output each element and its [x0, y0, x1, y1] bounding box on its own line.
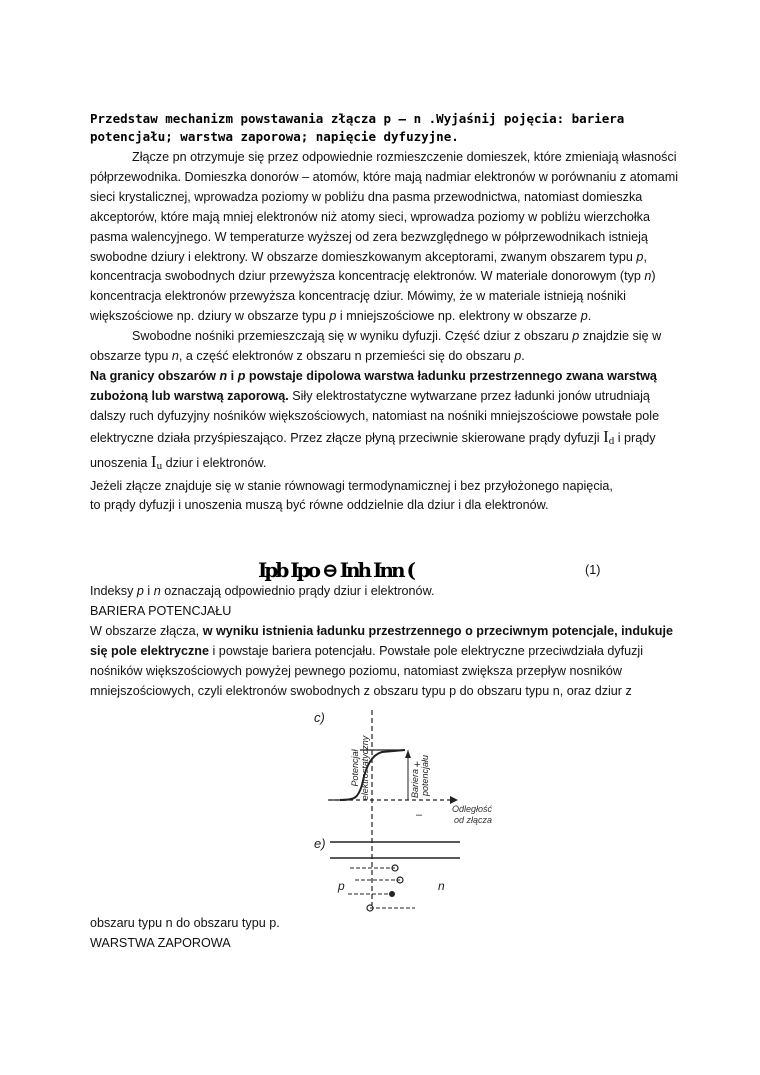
para6-text-c: oznaczają odpowiednio prądy dziur i elektronów. [160, 584, 435, 598]
paragraph-8: obszaru typu n do obszaru typu p. [90, 916, 280, 930]
italic-n: n [644, 269, 652, 284]
para3-bold-b: powstaje dipolowa warstwa ładunku przestrzennego zwana warstwą zubożoną lub warstwą zaporową. [90, 368, 657, 403]
para2-text: Swobodne nośniki przemieszczają się w wyniku dyfuzji. Część dziur z obszaru [132, 329, 573, 344]
region-n-label: n [438, 879, 445, 893]
italic-p: p [136, 584, 144, 598]
para1-end: . [587, 309, 592, 324]
para3-text: Siły elektrostatyczne wytwarzane przez ładunki jonów utrudniają dalszy ruch dyfuzyjny nośników większościowych, natomiast na nośniki mniejszościowe powstałe pole elektryczne działa przyśpieszająco. Przez złącze płyną przeciwnie skierowane prądy dyfuzji [90, 388, 660, 445]
paragraph-6 [90, 582, 680, 602]
italic-n: n [219, 368, 228, 383]
junction-figure [300, 700, 500, 920]
para1-text-b: , koncentracja swobodnych dziur przewyższa koncentrację elektronów. W materiale donorowym (typ [90, 249, 647, 284]
distance-arrow [450, 796, 458, 804]
plus-sign: + [414, 759, 421, 771]
para1-text: Złącze pn otrzymuje się przez odpowiednie rozmieszczenie domieszek, które zmieniają własności półprzewodnika. Domieszka donorów – atomów, które mają nadmiar elektronów w porównaniu z atomami sieci krystalicznej, wprowadza poziomy w pobliżu dna pasma przewodnictwa, natomiast domieszka akceptorów, które mają mniej elektronów niż atomy sieci, wprowadza poziomy w pobliżu wierzchołka pasma walencyjnego. W temperaturze wyższej od zera bezwzględnego w półprzewodnikach istnieją swobodne dziury i elektrony. W obszarze domieszkowanym akceptorami, zwanym obszarem typu [90, 150, 678, 264]
section-warstwa-zaporowa: WARSTWA ZAPOROWA [90, 935, 231, 950]
para7-text: W obszarze złącza, [90, 623, 203, 638]
para3-bold-a: Na granicy obszarów [90, 368, 220, 383]
symbol-iu-main: I [150, 451, 157, 471]
electrostatic-label: elektrostatyczny [360, 735, 370, 801]
symbol-id-main: I [603, 426, 609, 446]
barrier-label: Bariera [410, 768, 420, 798]
para3-text-c: dziur i elektronów. [162, 455, 267, 470]
paragraph-4: Jeżeli złącze znajduje się w stanie równowagi termodynamicznej i bez przyłożonego napięcia, [90, 478, 613, 493]
italic-p: p [329, 309, 337, 324]
para2-text-c: , a część elektronów z obszaru n przemieści się do obszaru [178, 349, 515, 364]
body-text-3 [90, 914, 390, 954]
para1-text-c: ) koncentracja elektronów przewyższa koncentrację dziur. Mówimy, że w materiale istnieją nośniki większościowe np. dziury w obszarze typu [90, 269, 656, 324]
paragraph-7 [90, 622, 680, 702]
equation-number: (1) [585, 563, 601, 577]
italic-p: p [636, 249, 644, 264]
para2-end: . [521, 349, 525, 364]
section-bariera-potencjalu: BARIERA POTENCJAŁU [90, 603, 232, 618]
para6-text: Indeksy [90, 584, 137, 598]
distance-label: Odległość [452, 804, 493, 814]
para2-text-b: znajdzie się w obszarze typu [90, 329, 662, 364]
italic-n: n [171, 349, 179, 364]
distance-label-2: od złącza [454, 815, 493, 825]
para3-text-b: i prądy unoszenia [90, 430, 656, 470]
region-p-label: p [338, 879, 345, 893]
paragraph-5: to prądy dyfuzji i unoszenia muszą być równe oddzielnie dla dziur i dla elektronów. [90, 498, 549, 513]
minus-sign: – [416, 809, 423, 821]
body-text-2 [90, 582, 680, 701]
equation: Ipb Ipo ⊖ Inh Inn ( [258, 558, 413, 582]
italic-p: p [237, 368, 246, 383]
symbol-id-sub: d [608, 434, 615, 447]
para7-bold: w wyniku istnienia ładunku przestrzennego o przeciwnym potencjale, indukuje się pole elektryczne [90, 623, 673, 658]
paragraph-3 [90, 367, 680, 477]
italic-p: p [572, 329, 580, 344]
figure-label-c: c) [314, 710, 325, 725]
figure-label-e: e) [314, 836, 326, 851]
paragraph-1 [90, 148, 680, 327]
symbol-iu-sub: u [156, 459, 163, 472]
para1-text-d: i mniejszościowe np. elektrony w obszarze [336, 309, 581, 324]
carrier-dot-3 [389, 891, 395, 897]
question-heading: Przedstaw mechanizm powstawania złącza p – n .Wyjaśnij pojęcia: bariera potencjału; warstwa zaporowa; napięcie dyfuzyjne. [90, 111, 625, 144]
para7-text-b: i powstaje bariera potencjału. Powstałe pole elektryczne przeciwdziała dyfuzji nośników większościowych powyżej pewnego poziomu, natomiast zwiększa przepływ nosników mniejszościowych, czyli elektronów swobodnych z obszaru typu p do obszaru typu n, oraz dziur z [90, 643, 644, 698]
para3-bold-i: i [227, 368, 238, 383]
paragraph-2 [90, 327, 680, 367]
italic-n: n [153, 584, 161, 598]
symbol-id [603, 427, 614, 446]
para6-text-b: i [143, 584, 154, 598]
barrier-arrow-head [405, 750, 411, 758]
barrier-label-2: potencjału [420, 754, 430, 796]
equation-row [90, 558, 610, 584]
italic-p: p [580, 309, 588, 324]
italic-p: p [514, 349, 522, 364]
symbol-iu [151, 452, 162, 471]
body-text [90, 148, 680, 516]
potential-label: Potencjał [350, 749, 360, 787]
